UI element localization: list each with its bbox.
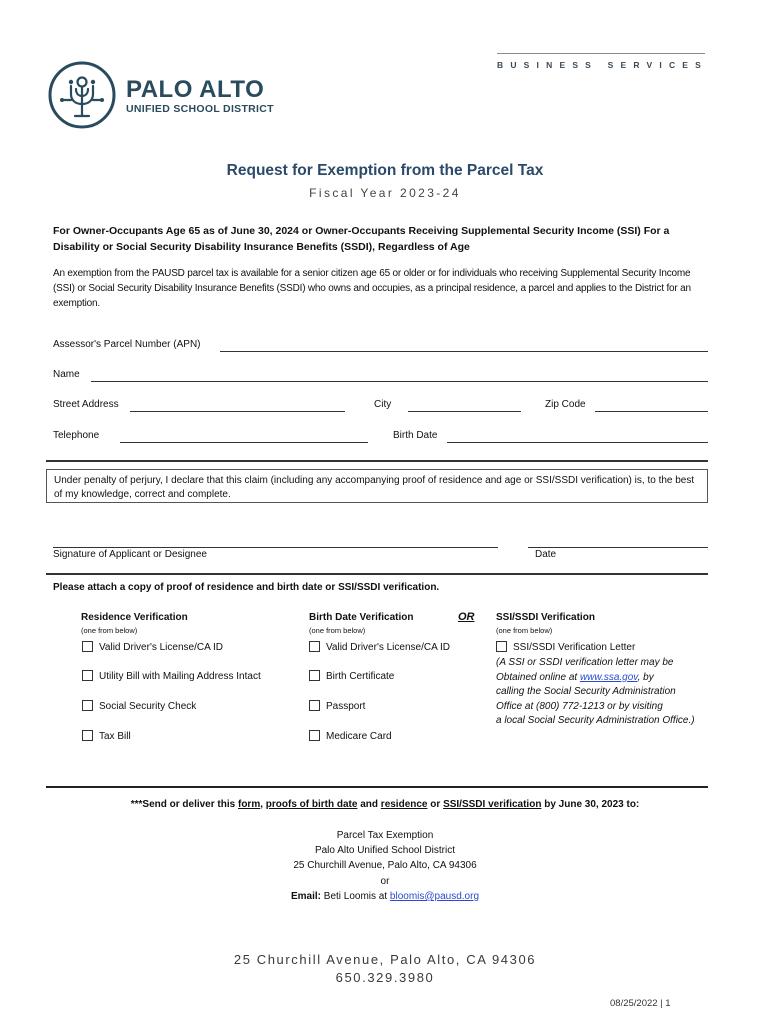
footer-phone: 650.329.3980: [335, 970, 435, 985]
city-field[interactable]: [408, 411, 521, 412]
signature-field[interactable]: [53, 547, 498, 548]
header-rule: [497, 53, 705, 54]
page-title: Request for Exemption from the Parcel Tax: [226, 162, 544, 179]
email-link[interactable]: bloomis@pausd.org: [389, 890, 480, 902]
residence-heading: Residence Verification: [81, 612, 188, 623]
ssi-sub: (one from below): [496, 626, 553, 635]
signature-label: Signature of Applicant or Designee: [53, 549, 207, 560]
eligibility-heading: For Owner-Occupants Age 65 as of June 30, 2024 or Owner-Occupants Receiving Supplemental Security Income (SSI) For a Disability or Social Security Disability Insurance Benefits (SSDI), Regardless of Age: [53, 225, 670, 253]
zip-field[interactable]: [595, 411, 708, 412]
telephone-label: Telephone: [53, 430, 100, 441]
birth-date-label: Birth Date: [393, 430, 438, 441]
ssi-option: SSI/SSDI Verification Letter: [513, 642, 636, 653]
birth-option: Birth Certificate: [326, 671, 395, 682]
ssi-checkbox[interactable]: [496, 641, 507, 652]
divider: [46, 460, 708, 462]
business-services-label: BUSINESS SERVICES: [497, 60, 709, 70]
declaration-box: Under penalty of perjury, I declare that this claim (including any accompanying proof of residence and age or SSI/SSDI verification) is, to the best of my knowledge, correct and complete.: [46, 469, 708, 503]
fiscal-year: Fiscal Year 2023-24: [309, 186, 461, 200]
birth-option: Valid Driver's License/CA ID: [326, 642, 450, 653]
apn-field[interactable]: [220, 351, 708, 352]
mailing-address: Parcel Tax Exemption Palo Alto Unified School District 25 Churchill Avenue, Palo Alto, CA 94306 or Email: Beti Loomis at bloomis@pausd.org: [290, 830, 480, 902]
or-label: OR: [458, 611, 475, 623]
residence-sub: (one from below): [81, 626, 138, 635]
birth-sub: (one from below): [309, 626, 366, 635]
page-number: 08/25/2022 | 1: [610, 998, 671, 1009]
attach-instruction: Please attach a copy of proof of residence and birth date or SSI/SSDI verification.: [53, 582, 440, 593]
birth-checkbox[interactable]: [309, 641, 320, 652]
residence-option: Social Security Check: [99, 701, 197, 712]
ssi-note: (A SSI or SSDI verification letter may be Obtained online at www.ssa.gov, by calling the Social Security Administration Office at (800) 772-1213 or by visiting a local Social Security Administration Office.): [496, 657, 695, 727]
telephone-field[interactable]: [120, 442, 368, 443]
street-label: Street Address: [53, 399, 119, 410]
section-divider: [46, 786, 708, 788]
city-label: City: [374, 399, 392, 410]
name-label: Name: [53, 369, 80, 380]
org-subname: UNIFIED SCHOOL DISTRICT: [126, 103, 274, 115]
apn-label: Assessor's Parcel Number (APN): [53, 339, 201, 350]
intro-paragraph: An exemption from the PAUSD parcel tax is available for a senior citizen age 65 or older or for individuals who receiving Supplemental Security Income (SSI) or Social Security Disability Insurance Benefits (SSDI) who owns and occupies, as a principal residence, a parcel and applies to the District for an exemption.: [53, 268, 691, 309]
footer-address: 25 Churchill Avenue, Palo Alto, CA 94306: [233, 952, 537, 967]
street-field[interactable]: [130, 411, 345, 412]
residence-checkbox[interactable]: [82, 700, 93, 711]
residence-option: Valid Driver's License/CA ID: [99, 642, 223, 653]
district-logo-icon: [47, 60, 117, 130]
name-field[interactable]: [91, 381, 708, 382]
ssa-link[interactable]: www.ssa.gov: [579, 671, 638, 683]
zip-label: Zip Code: [545, 399, 586, 410]
send-instruction: ***Send or deliver this form, proofs of birth date and residence or SSI/SSDI verification by June 30, 2023 to:: [130, 799, 640, 810]
residence-checkbox[interactable]: [82, 730, 93, 741]
divider: [46, 573, 708, 575]
date-label: Date: [535, 549, 557, 560]
birth-heading: Birth Date Verification: [309, 612, 414, 623]
date-field[interactable]: [528, 547, 708, 548]
residence-option: Tax Bill: [99, 731, 131, 742]
birth-checkbox[interactable]: [309, 670, 320, 681]
birth-date-field[interactable]: [447, 442, 708, 443]
org-name: PALO ALTO: [126, 76, 265, 103]
birth-checkbox[interactable]: [309, 730, 320, 741]
residence-checkbox[interactable]: [82, 641, 93, 652]
residence-checkbox[interactable]: [82, 670, 93, 681]
birth-option: Medicare Card: [326, 731, 392, 742]
birth-checkbox[interactable]: [309, 700, 320, 711]
ssi-heading: SSI/SSDI Verification: [496, 612, 595, 623]
residence-option: Utility Bill with Mailing Address Intact: [99, 671, 261, 682]
birth-option: Passport: [326, 701, 366, 712]
